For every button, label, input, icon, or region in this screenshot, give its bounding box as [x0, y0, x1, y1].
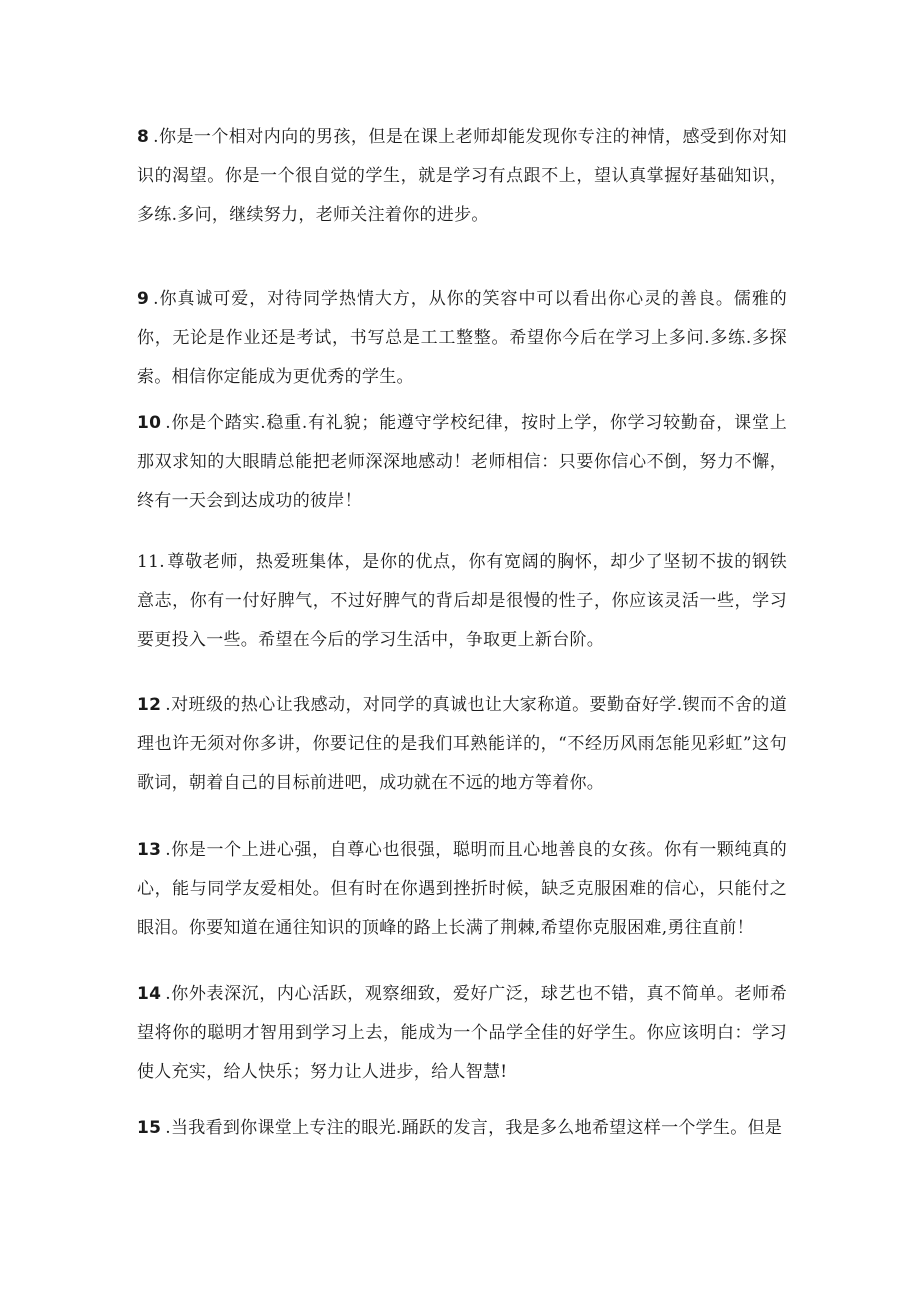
- comment-separator: .: [153, 127, 159, 147]
- comment-paragraph-15: [137, 1109, 787, 1148]
- comment-separator: .: [165, 1118, 171, 1138]
- comment-text: 尊敬老师，热爱班集体，是你的优点，你有宽阔的胸怀，却少了坚韧不拔的钢铁意志，你有一付好脾气，不过好脾气的背后却是很慢的性子，你应该灵活一些，学习要更投入一些。希望在今后的学习生活中，争取更上新台阶。: [137, 552, 787, 650]
- comment-paragraph-14: [137, 975, 787, 1092]
- comment-paragraph-8: [137, 118, 787, 235]
- comment-number: 13: [137, 840, 162, 860]
- comment-text: 你是一个上进心强，自尊心也很强，聪明而且心地善良的女孩。你有一颗纯真的心，能与同学友爱相处。但有时在你遇到挫折时候，缺乏克服困难的信心，只能付之眼泪。你要知道在通往知识的顶峰的路上长满了荆棘,希望你克服困难,勇往直前！: [137, 840, 787, 938]
- comment-paragraph-11: [137, 543, 787, 660]
- comment-text: 你是一个相对内向的男孩，但是在课上老师却能发现你专注的神情，感受到你对知识的渴望。你是一个很自觉的学生，就是学习有点跟不上，望认真掌握好基础知识，多练.多问，继续努力，老师关注着你的进步。: [137, 127, 787, 225]
- comment-number: 9: [137, 289, 150, 309]
- comment-number: 15: [137, 1118, 162, 1138]
- comment-number: 8: [137, 127, 150, 147]
- comment-separator: .: [165, 695, 171, 715]
- comment-text: 你真诚可爱，对待同学热情大方，从你的笑容中可以看出你心灵的善良。儒雅的你，无论是作业还是考试，书写总是工工整整。希望你今后在学习上多问.多练.多探索。相信你定能成为更优秀的学生。: [137, 289, 787, 387]
- comment-number: 10: [137, 413, 162, 433]
- comment-number: 12: [137, 695, 162, 715]
- comment-paragraph-12: [137, 686, 787, 803]
- comment-separator: .: [165, 840, 171, 860]
- comment-text: 你外表深沉，内心活跃，观察细致，爱好广泛，球艺也不错，真不简单。老师希望将你的聪明才智用到学习上去，能成为一个品学全佳的好学生。你应该明白：学习使人充实，给人快乐；努力让人进步，给人智慧!: [137, 984, 787, 1082]
- comment-separator: .: [153, 289, 159, 309]
- comment-separator: .: [165, 413, 171, 433]
- comment-number: 11.: [137, 552, 165, 572]
- comment-separator: .: [165, 984, 171, 1004]
- comment-number: 14: [137, 984, 162, 1004]
- comment-text: 当我看到你课堂上专注的眼光.踊跃的发言，我是多么地希望这样一个学生。但是: [170, 1118, 783, 1138]
- comment-text: 你是个踏实.稳重.有礼貌；能遵守学校纪律，按时上学，你学习较勤奋，课堂上那双求知的大眼睛总能把老师深深地感动！老师相信：只要你信心不倒，努力不懈，终有一天会到达成功的彼岸！: [137, 413, 787, 511]
- comment-paragraph-9: [137, 280, 787, 397]
- comment-text: 对班级的热心让我感动，对同学的真诚也让大家称道。要勤奋好学.锲而不舍的道理也许无须对你多讲，你要记住的是我们耳熟能详的，“不经历风雨怎能见彩虹”这句歌词，朝着自己的目标前进吧，成功就在不远的地方等着你。: [137, 695, 787, 793]
- comment-paragraph-13: [137, 831, 787, 948]
- comment-paragraph-10: [137, 404, 787, 521]
